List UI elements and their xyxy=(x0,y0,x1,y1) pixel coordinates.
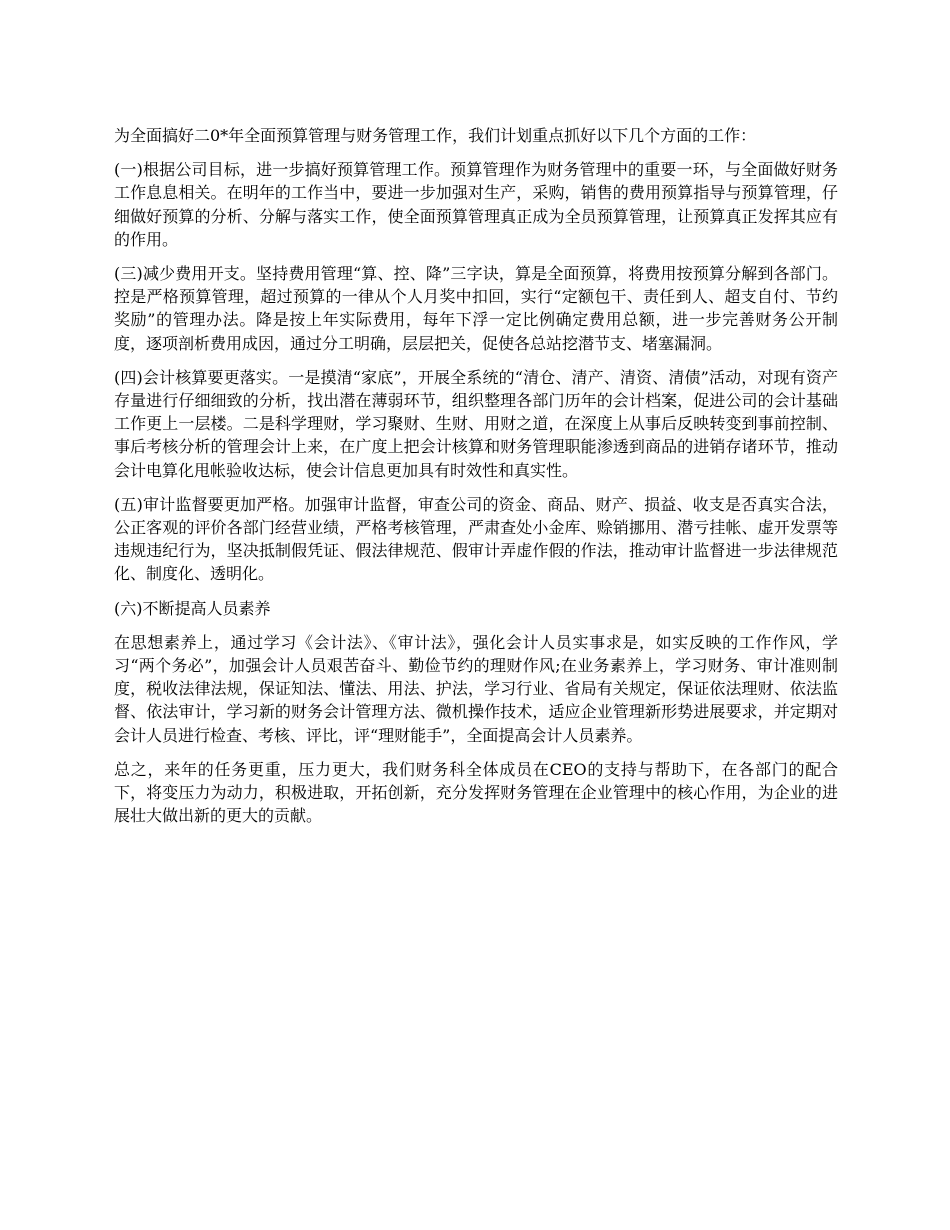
section-staff-quality-heading: (六)不断提高人员素养 xyxy=(114,598,271,618)
document-body xyxy=(114,124,838,838)
section-audit-paragraph: (五)审计监督要更加严格。加强审计监督，审查公司的资金、商品、财产、损益、收支是否真实合法，公正客观的评价各部门经营业绩，严格考核管理，严肃查处小金库、赊销挪用、潜亏挂帐、虚开发票等违规违纪行为，坚决抵制假凭证、假法律规范、假审计弄虚作假的作法，推动审计监督进一步法律规范化、制度化、透明化。 xyxy=(114,494,838,584)
staff-quality-paragraph: 在思想素养上，通过学习《会计法》、《审计法》，强化会计人员实事求是，如实反映的工作作风，学习“两个务必”，加强会计人员艰苦奋斗、勤俭节约的理财作风;在业务素养上，学习财务、审计准则制度，税收法律法规，保证知法、懂法、用法、护法，学习行业、省局有关规定，保证依法理财、依法监督、依法审计，学习新的财务会计管理方法、微机操作技术，适应企业管理新形势进展要求，并定期对会计人员进行检查、考核、评比，评“理财能手”，全面提高会计人员素养。 xyxy=(114,632,838,745)
intro-paragraph: 为全面搞好二0*年全面预算管理与财务管理工作，我们计划重点抓好以下几个方面的工作： xyxy=(114,126,757,145)
section-accounting-paragraph: (四)会计核算要更落实。一是摸清“家底”，开展全系统的“清仓、清产、清资、清债”活动，对现有资产存量进行仔细细致的分析，找出潜在薄弱环节，组织整理各部门历年的会计档案，促进公司的会计基础工作更上一层楼。二是科学理财，学习聚财、生财、用财之道，在深度上从事后反映转变到事前控制、事后考核分析的管理会计上来，在广度上把会计核算和财务管理职能渗透到商品的进销存诸环节，推动会计电算化甩帐验收达标，使会计信息更加具有时效性和真实性。 xyxy=(114,367,838,480)
conclusion-paragraph: 总之，来年的任务更重，压力更大，我们财务科全体成员在CEO的支持与帮助下，在各部门的配合下，将变压力为动力，积极进取，开拓创新，充分发挥财务管理在企业管理中的核心作用，为企业的进展壮大做出新的更大的贡献。 xyxy=(114,759,838,826)
section-reduce-expenses-paragraph: (三)减少费用开支。坚持费用管理“算、控、降”三字诀，算是全面预算，将费用按预算分解到各部门。控是严格预算管理，超过预算的一律从个人月奖中扣回，实行“定额包干、责任到人、超支自付、节约奖励”的管理办法。降是按上年实际费用，每年下浮一定比例确定费用总额，进一步完善财务公开制度，逐项剖析费用成因，通过分工明确，层层把关，促使各总站挖潜节支、堵塞漏洞。 xyxy=(114,264,838,353)
section-budget-management-paragraph: (一)根据公司目标，进一步搞好预算管理工作。预算管理作为财务管理中的重要一环，与全面做好财务工作息息相关。在明年的工作当中，要进一步加强对生产，采购，销售的费用预算指导与预算管理，仔细做好预算的分析、分解与落实工作，使全面预算管理真正成为全员预算管理，让预算真正发挥其应有的作用。 xyxy=(114,160,838,249)
